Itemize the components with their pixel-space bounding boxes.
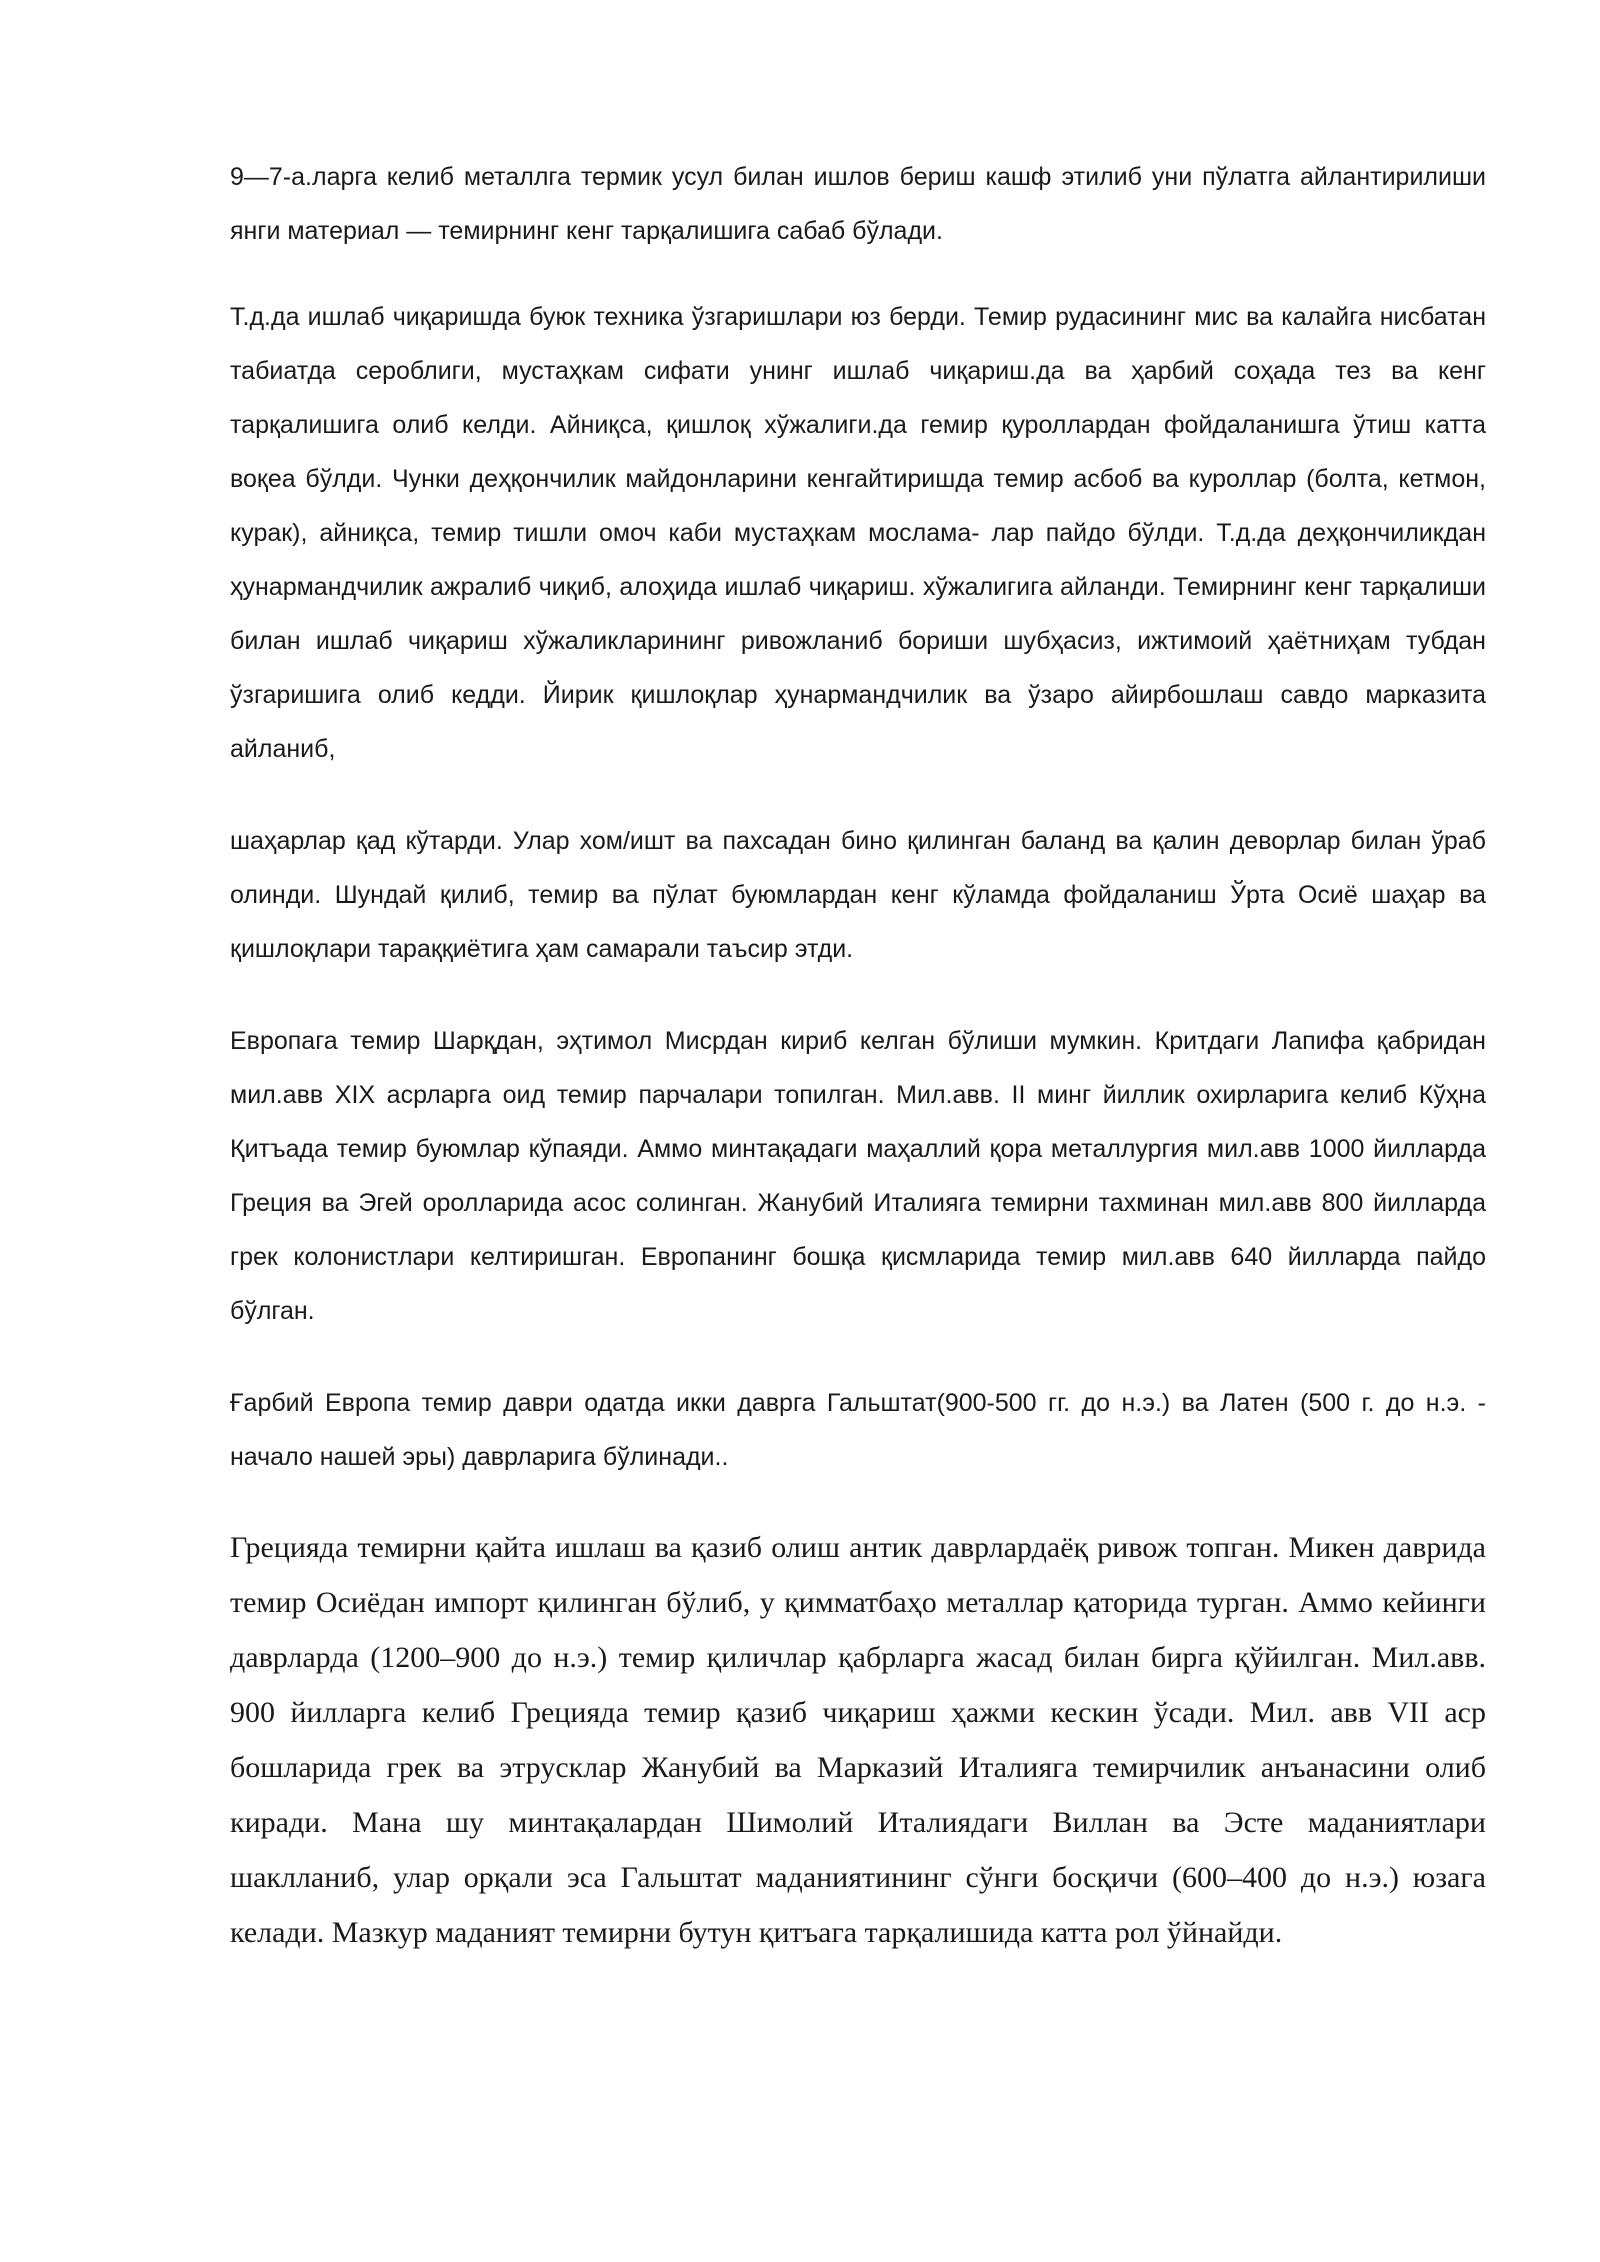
document-body [230,150,1486,1960]
paragraph-iron-in-europe: Европага темир Шарқдан, эҳтимол Мисрдан кириб келган бўлиши мумкин. Критдаги Лапифа қабридан мил.авв XIX асрларга оид темир парчалари топилган. Мил.авв. II минг йиллик охирларига келиб Кўҳна Қитъада темир буюмлар кўпаяди. Аммо минтақадаги маҳаллий қора металлургия мил.авв 1000 йилларда Греция ва Эгей оролларида асос солинган. Жанубий Италияга темирни тахминан мил.авв 800 йилларда грек колонистлари келтиришган. Европанинг бошқа қисмларида темир мил.авв 640 йилларда пайдо бўлган. [230,1027,1486,1325]
paragraph-western-europe-periods: Ғарбий Европа темир даври одатда икки даврга Гальштат(900-500 гг. до н.э.) ва Латен (500 г. до н.э. - начало нашей эры) даврларига бўлинади.. [230,1389,1486,1471]
paragraph-technical-changes: Т.д.да ишлаб чиқаришда буюк техника ўзгаришлари юз берди. Темир рудасининг мис ва калайга нисбатан табиатда сероблиги, мустаҳкам сифати унинг ишлаб чиқариш.да ва ҳарбий соҳада тез ва кенг тарқалишига олиб келди. Айниқса, қишлоқ хўжалиги.да гемир қуроллардан фойдаланишга ўтиш катта воқеа бўлди. Чунки деҳқончилик майдонларини кенгайтиришда темир асбоб ва куроллар (болта, кетмон, курак), айниқса, темир тишли омоч каби мустаҳкам мослама- лар пайдо бўлди. Т.д.да деҳқончиликдан ҳунармандчилик ажралиб чиқиб, алоҳида ишлаб чиқариш. хўжалигига айланди. Темирнинг кенг тарқалиши билан ишлаб чиқариш хўжаликларининг ривожланиб бориши шубҳасиз, ижтимоий ҳаётниҳам тубдан ўзгаришига олиб кедди. Йирик қишлоқлар ҳунармандчилик ва ўзаро айирбошлаш савдо марказита айланиб, [230,303,1486,763]
paragraph-iron-steel-discovery: 9—7-а.ларга келиб металлга термик усул билан ишлов бериш кашф этилиб уни пўлатга айлантирилиши янги материал — темирнинг кенг тарқалишига сабаб бўлади. [230,163,1486,245]
paragraph-greece-iron: Грецияда темирни қайта ишлаш ва қазиб олиш антик даврлардаёқ ривож топган. Микен даврида темир Осиёдан импорт қилинган бўлиб, у қимматбаҳо металлар қаторида турган. Аммо кейинги даврларда (1200–900 до н.э.) темир қиличлар қабрларга жасад билан бирга қўйилган. Мил.авв. 900 йилларга келиб Грецияда темир қазиб чиқариш ҳажми кескин ўсади. Мил. авв VII аср бошларида грек ва этрусклар Жанубий ва Марказий Италияга темирчилик анъанасини олиб киради. Мана шу минтақалардан Шимолий Италиядаги Виллан ва Эсте маданиятлари шаклланиб, улар орқали эса Гальштат маданиятининг сўнги босқичи (600–400 до н.э.) юзага келади. Мазкур маданият темирни бутун қитъага тарқалишида катта рол ўйнайди. [230,1531,1486,1949]
paragraph-cities-rise: шаҳарлар қад кўтарди. Улар хом/ишт ва пахсадан бино қилинган баланд ва қалин деворлар билан ўраб олинди. Шундай қилиб, темир ва пўлат буюмлардан кенг кўламда фойдаланиш Ўрта Осиё шаҳар ва қишлоқлари тараққиётига ҳам самарали таъсир этди. [230,827,1486,963]
